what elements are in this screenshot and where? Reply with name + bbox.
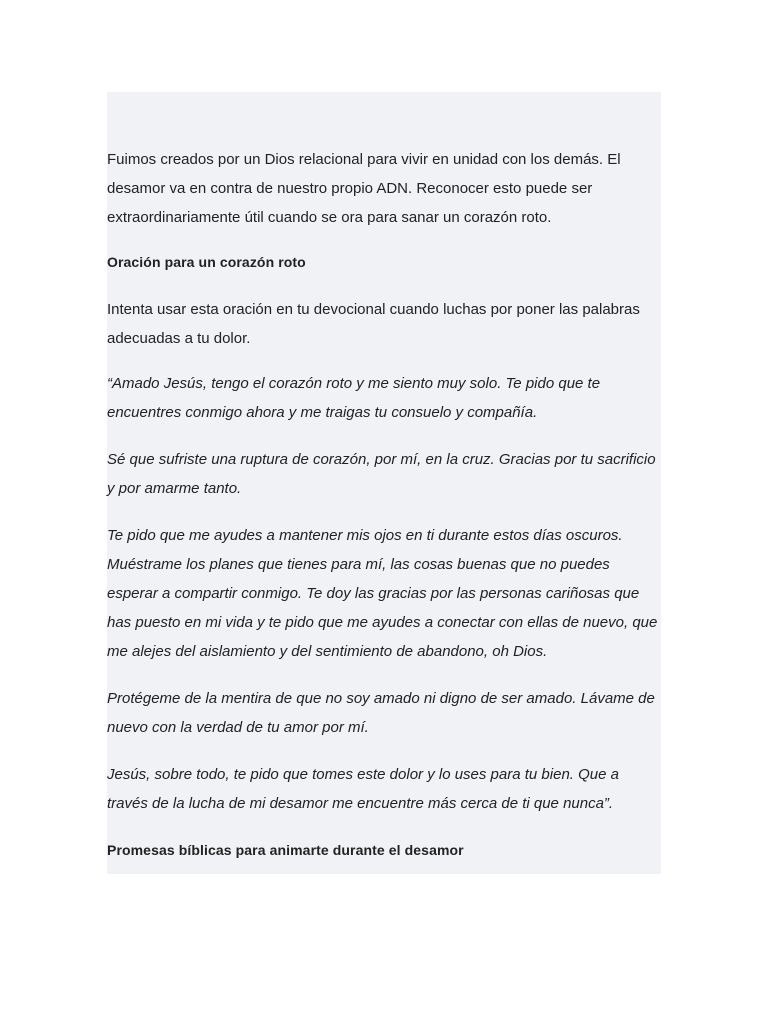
document-content <box>107 92 661 874</box>
prayer-paragraph: Jesús, sobre todo, te pido que tomes este dolor y lo uses para tu bien. Que a través de la lucha de mi desamor me encuentre más cerca de ti que nunca”. <box>107 766 619 812</box>
heading-promises: Promesas bíblicas para animarte durante el desamor <box>107 842 464 858</box>
instruction-paragraph: Intenta usar esta oración en tu devocional cuando luchas por poner las palabras adecuadas a tu dolor. <box>107 301 640 347</box>
heading-prayer: Oración para un corazón roto <box>107 254 306 270</box>
intro-paragraph: Fuimos creados por un Dios relacional para vivir en unidad con los demás. El desamor va en contra de nuestro propio ADN. Reconocer esto puede ser extraordinariamente útil cuando se ora para sanar un corazón roto. <box>107 151 621 226</box>
prayer-paragraph: Te pido que me ayudes a mantener mis ojos en ti durante estos días oscuros. Muéstrame los planes que tienes para mí, las cosas buenas que no puedes esperar a compartir conmigo. Te doy las gracias por las personas cariñosas que has puesto en mi vida y te pido que me ayudes a conectar con ellas de nuevo, que me alejes del aislamiento y del sentimiento de abandono, oh Dios. <box>107 527 658 660</box>
prayer-paragraph: Sé que sufriste una ruptura de corazón, por mí, en la cruz. Gracias por tu sacrificio y por amarme tanto. <box>107 451 656 497</box>
prayer-paragraph: Protégeme de la mentira de que no soy amado ni digno de ser amado. Lávame de nuevo con la verdad de tu amor por mí. <box>107 690 655 736</box>
prayer-paragraph: “Amado Jesús, tengo el corazón roto y me siento muy solo. Te pido que te encuentres conmigo ahora y me traigas tu consuelo y compañía. <box>107 375 601 421</box>
